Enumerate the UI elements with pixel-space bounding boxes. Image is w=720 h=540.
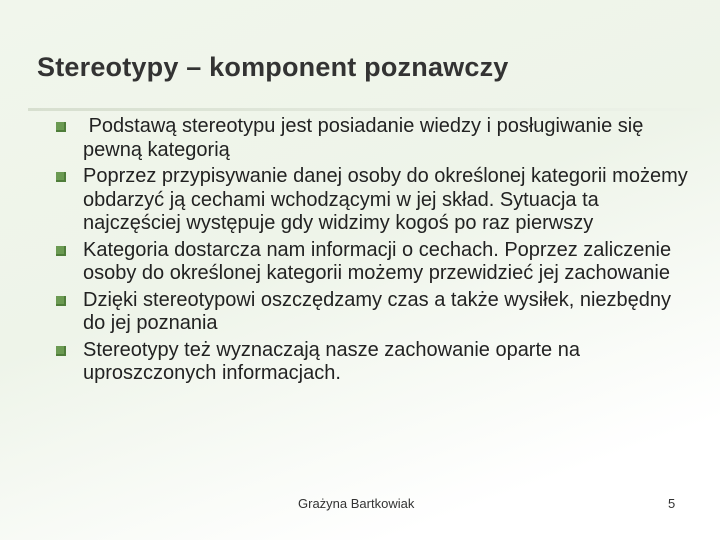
- bullet-item: [52, 239, 692, 286]
- square-bullet-icon: [56, 246, 66, 256]
- bullet-text: Poprzez przypisywanie danej osoby do określonej kategorii możemy obdarzyć ją cechami wchodzącymi w jej skład. Sytuacja ta najczęściej występuje gdy widzimy kogoś po raz pierwszy: [83, 165, 688, 234]
- page-number: 5: [668, 496, 676, 511]
- title-divider: [28, 108, 720, 111]
- bullet-text: Dzięki stereotypowi oszczędzamy czas a także wysiłek, niezbędny do jej poznania: [83, 288, 672, 334]
- bullet-item: [52, 339, 692, 386]
- square-bullet-icon: [56, 296, 66, 306]
- square-bullet-icon: [56, 122, 66, 132]
- bullet-text: Podstawą stereotypu jest posiadanie wiedzy i posługiwanie się pewną kategorią: [83, 115, 649, 161]
- square-bullet-icon: [56, 346, 66, 356]
- bullet-item: [52, 115, 692, 162]
- bullet-text: Kategoria dostarcza nam informacji o cechach. Poprzez zaliczenie osoby do określonej kategorii możemy przewidzieć jej zachowanie: [83, 238, 672, 284]
- footer-author: Grażyna Bartkowiak: [298, 496, 415, 511]
- bullet-list: [52, 115, 692, 389]
- bullet-text: Stereotypy też wyznaczają nasze zachowanie oparte na uproszczonych informacjach.: [83, 338, 580, 384]
- square-bullet-icon: [56, 172, 66, 182]
- slide-title: Stereotypy – komponent poznawczy: [37, 52, 509, 82]
- bullet-item: [52, 289, 692, 336]
- bullet-item: [52, 165, 692, 236]
